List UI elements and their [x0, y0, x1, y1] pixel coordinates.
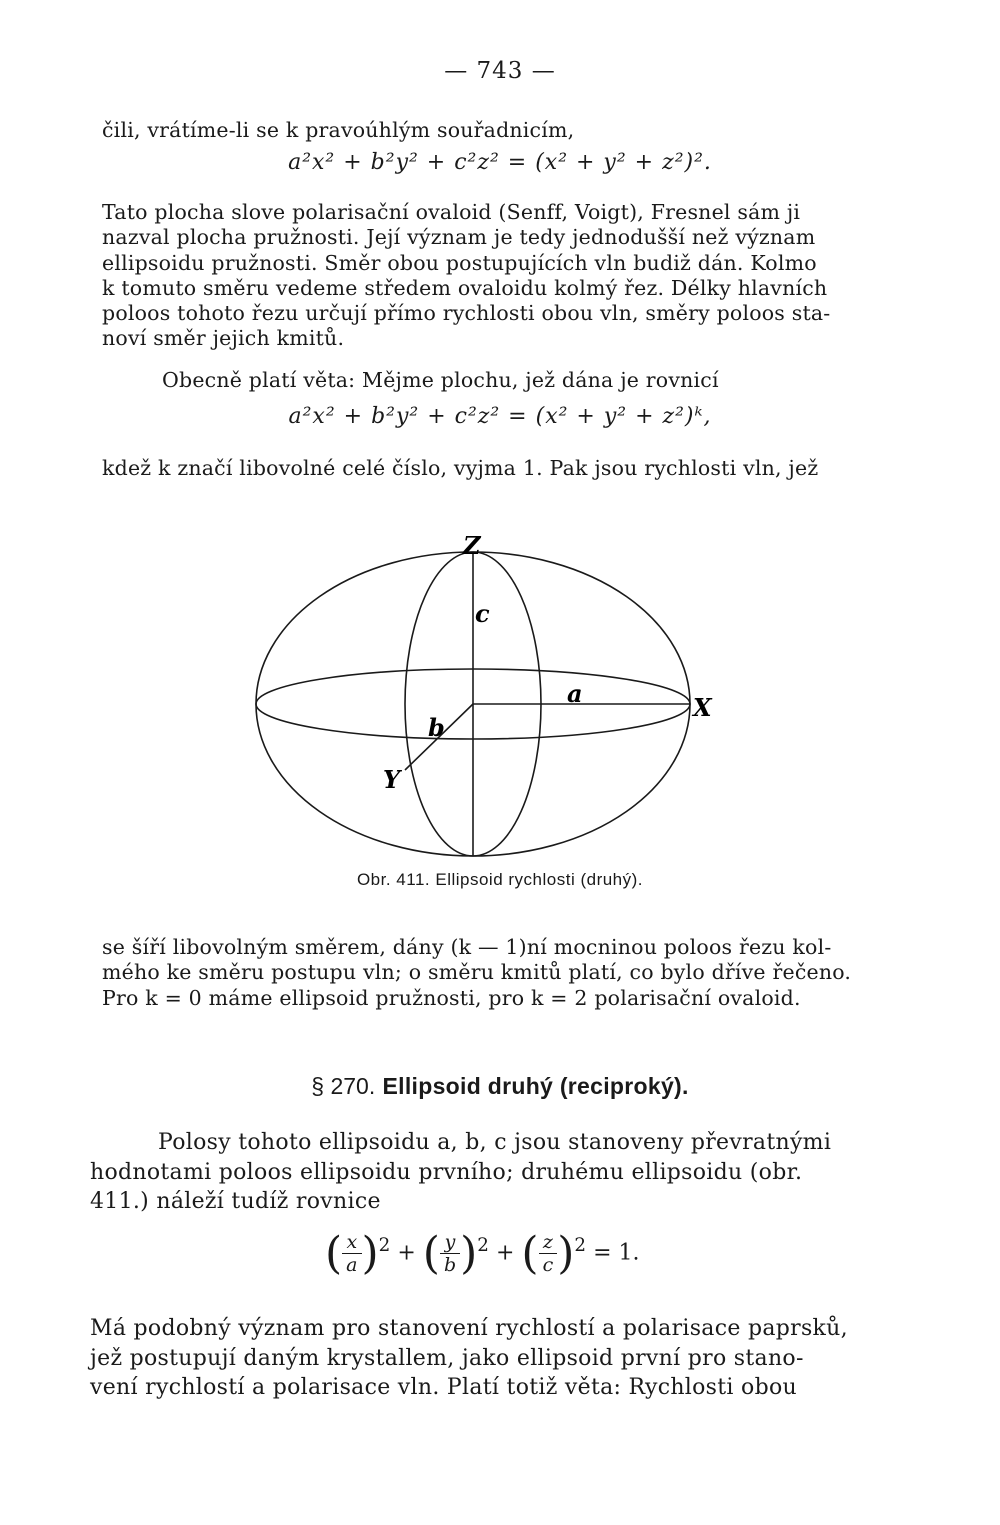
paragraph-reciprocal	[90, 1128, 878, 1217]
text-line: čili, vrátíme-li se k pravoúhlým souřadnicím,	[102, 118, 575, 142]
section-heading	[0, 1073, 1000, 1100]
label-Z: Z	[463, 531, 481, 560]
paragraph-velocities	[102, 935, 882, 1011]
text-line: 411.) náleží tudíž rovnice	[90, 1189, 381, 1214]
equation-general: a²x² + b²y² + c²z² = (x² + y² + z²)ᵏ,	[288, 404, 712, 429]
section-number: § 270.	[311, 1073, 376, 1099]
text-line: Má podobný význam pro stanovení rychlostí a polarisace paprsků,	[90, 1316, 848, 1341]
label-b: b	[428, 713, 445, 742]
equation-rhs: = 1.	[593, 1240, 640, 1266]
text-line: mého ke směru postupu vln; o směru kmitů platí, co bylo dříve řečeno.	[102, 960, 852, 985]
page-number: — 743 —	[444, 58, 556, 84]
figure-caption: Obr. 411. Ellipsoid rychlosti (druhý).	[356, 870, 644, 889]
text-line: Polosy tohoto ellipsoidu a, b, c jsou stanoveny převratnými	[158, 1130, 832, 1155]
paragraph-meaning	[90, 1314, 878, 1403]
fraction-x-a: $\frac{x}{a}$	[342, 1231, 361, 1276]
text-line: se šíří libovolným směrem, dány (k — 1)ní mocninou poloos řezu kol-	[102, 935, 832, 959]
fraction-z-c: $\frac{z}{c}$	[539, 1231, 558, 1276]
text-line: jež postupují daným krystallem, jako ellipsoid první pro stano-	[90, 1345, 804, 1371]
label-Y: Y	[383, 765, 401, 794]
text-line: nazval plocha pružnosti. Její význam je tedy jednodušší než význam	[102, 225, 816, 250]
text-line: hodnotami poloos ellipsoidu prvního; druhému ellipsoidu (obr.	[90, 1159, 803, 1185]
text-line: ellipsoidu pružnosti. Směr obou postupujících vln budiž dán. Kolmo	[102, 250, 817, 275]
text-line: noví směr jejich kmitů.	[102, 326, 345, 351]
paragraph-general-theorem	[102, 368, 882, 393]
equation-reciprocal: ( $\frac{x}{a}$ )$^2$ + ( $\frac{y}{b}$ )$^2$ + ( $\frac{z}{c}$ )$^2$ = 1.	[325, 1228, 640, 1279]
equation-ovaloid: a²x² + b²y² + c²z² = (x² + y² + z²)².	[288, 150, 712, 175]
text-line: poloos tohoto řezu určují přímo rychlosti obou vln, směry poloos sta-	[102, 301, 831, 326]
text-line: kdež k značí libovolné celé číslo, vyjma 1. Pak jsou rychlosti vln, jež	[102, 456, 819, 480]
text-line: vení rychlostí a polarisace vln. Platí totiž věta: Rychlosti obou	[90, 1375, 797, 1400]
text-line: Tato plocha slove polarisační ovaloid (Senff, Voigt), Fresnel sám ji	[102, 200, 801, 224]
label-X: X	[693, 693, 712, 722]
paragraph-intro	[102, 118, 882, 143]
paragraph-ovaloid	[102, 200, 882, 352]
fraction-y-b: $\frac{y}{b}$	[440, 1231, 460, 1276]
text-line: Obecně platí věta: Mějme plochu, jež dána je rovnicí	[162, 368, 719, 392]
label-a: a	[567, 679, 583, 708]
label-c: c	[475, 599, 490, 628]
text-line: Pro k = 0 máme ellipsoid pružnosti, pro k = 2 polarisační ovaloid.	[102, 985, 801, 1010]
paragraph-general-cont	[102, 456, 882, 481]
section-title: Ellipsoid druhý (reciproký).	[382, 1073, 689, 1099]
figure-ellipsoid	[255, 530, 735, 860]
text-line: k tomuto směru vedeme středem ovaloidu kolmý řez. Délky hlavních	[102, 275, 828, 300]
